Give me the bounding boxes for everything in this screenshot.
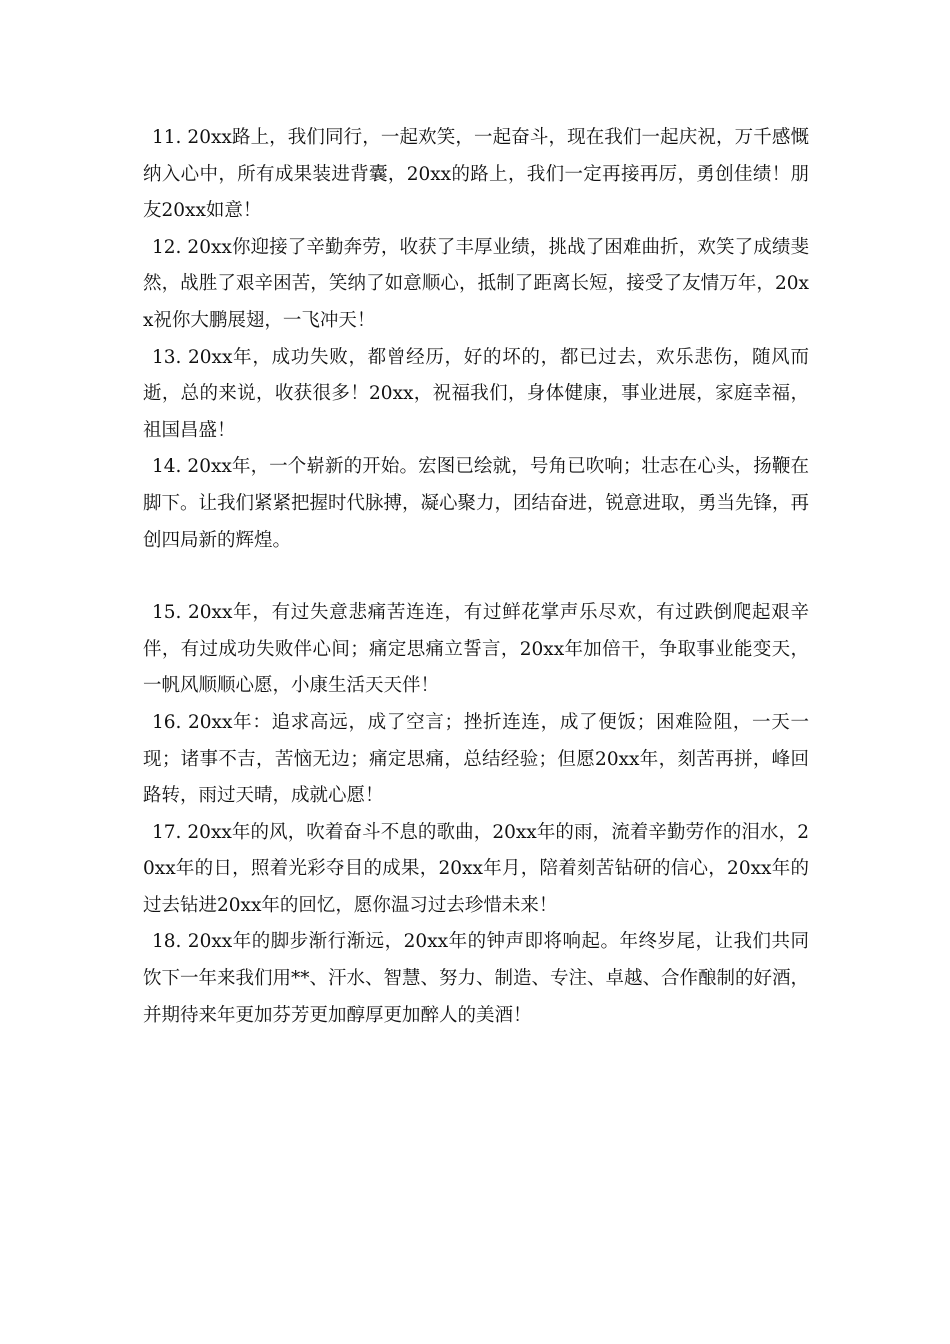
paragraph-11: 11. 20xx路上，我们同行，一起欢笑，一起奋斗，现在我们一起庆祝，万千感慨纳入心中，所有成果装进背囊，20xx的路上，我们一定再接再厉，勇创佳绩！朋友20xx如意！ (143, 127, 809, 222)
document-body (143, 120, 809, 1034)
paragraph-gap (143, 559, 809, 595)
paragraph-16: 16. 20xx年：追求高远，成了空言；挫折连连，成了便饭；困难险阻，一天一现；诸事不吉，苦恼无边；痛定思痛，总结经验；但愿20xx年，刻苦再拼，峰回路转，雨过天晴，成就心愿！ (143, 711, 809, 807)
paragraph-15: 15. 20xx年，有过失意悲痛苦连连，有过鲜花掌声乐尽欢，有过跌倒爬起艰辛伴，有过成功失败伴心间；痛定思痛立誓言，20xx年加倍干，争取事业能变天，一帆风顺顺心愿，小康生活天天伴！ (143, 602, 809, 697)
paragraph-12: 12. 20xx你迎接了辛勤奔劳，收获了丰厚业绩，挑战了困难曲折，欢笑了成绩斐然，战胜了艰辛困苦，笑纳了如意顺心，抵制了距离长短，接受了友情万年，20xx祝你大鹏展翅，一飞冲天！ (143, 236, 809, 331)
paragraph-14: 14. 20xx年，一个崭新的开始。宏图已绘就，号角已吹响；壮志在心头，扬鞭在脚下。让我们紧紧把握时代脉搏，凝心聚力，团结奋进，锐意进取，勇当先锋，再创四局新的辉煌。 (143, 456, 810, 551)
paragraph-17: 17. 20xx年的风，吹着奋斗不息的歌曲，20xx年的雨，流着辛勤劳作的泪水，20xx年的日，照着光彩夺目的成果，20xx年月，陪着刻苦钻研的信心，20xx年的过去钻进20xx年的回忆，愿你温习过去珍惜未来！ (143, 821, 809, 916)
paragraph-18: 18. 20xx年的脚步渐行渐远，20xx年的钟声即将响起。年终岁尾，让我们共同饮下一年来我们用**、汗水、智慧、努力、制造、专注、卓越、合作酿制的好酒，并期待来年更加芬芳更加醇厚更加醉人的美酒！ (143, 931, 810, 1026)
paragraph-13: 13. 20xx年，成功失败，都曾经历，好的坏的，都已过去，欢乐悲伤，随风而逝，总的来说，收获很多！20xx，祝福我们，身体健康，事业进展，家庭幸福，祖国昌盛！ (143, 346, 809, 441)
